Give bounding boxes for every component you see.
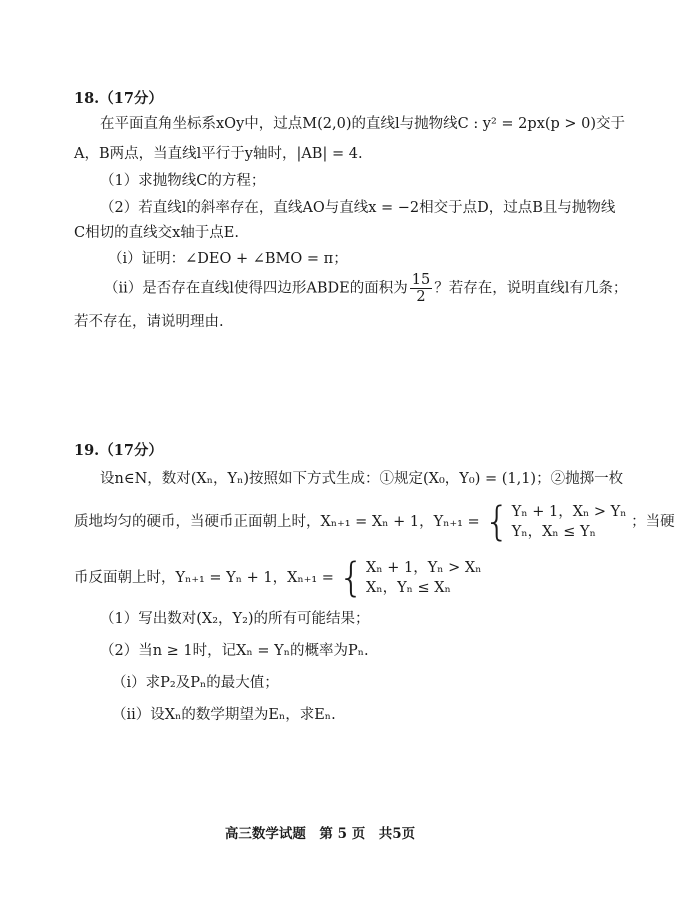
q19-line3-text: 币反面朝上时，Yₙ₊₁ = Yₙ + 1，Xₙ₊₁ = bbox=[74, 570, 334, 586]
heads-case-2: Yₙ，Xₙ ≤ Yₙ bbox=[511, 524, 596, 540]
q18-line2: A，B两点，当直线l平行于y轴时，|AB| = 4. bbox=[74, 146, 363, 162]
q18-part2-ii-text: （ii）是否存在直线l使得四边形ABDE的面积为 bbox=[104, 280, 408, 297]
fraction-denominator: 2 bbox=[416, 289, 426, 305]
area-fraction bbox=[410, 272, 432, 305]
q18-part2-i: （i）证明：∠DEO + ∠BMO = π； bbox=[108, 251, 348, 267]
q19-part2-ii: （ii）设Xₙ的数学期望为Eₙ，求Eₙ. bbox=[112, 707, 336, 723]
heads-cases bbox=[484, 499, 627, 545]
q19-part2-i: （i）求P₂及Pₙ的最大值； bbox=[112, 675, 279, 691]
q19-header: 19.（17分） bbox=[74, 442, 163, 459]
q18-part2-ii-text-end: ？若存在，说明直线l有几条； bbox=[434, 280, 628, 297]
tails-case-1: Xₙ + 1，Yₙ > Xₙ bbox=[366, 560, 482, 576]
fraction-numerator: 15 bbox=[411, 272, 431, 288]
tails-case-2: Xₙ，Yₙ ≤ Xₙ bbox=[366, 580, 451, 596]
q18-header: 18.（17分） bbox=[74, 90, 163, 107]
q18-part1: （1）求抛物线C的方程； bbox=[100, 173, 266, 189]
heads-case-1: Yₙ + 1，Xₙ > Yₙ bbox=[511, 504, 627, 520]
tails-cases bbox=[338, 555, 482, 601]
q18-line1: 在平面直角坐标系xOy中，过点M(2,0)的直线l与抛物线C : y² = 2px(p > 0)交于 bbox=[100, 116, 626, 132]
q19-line2 bbox=[74, 500, 675, 544]
q19-line2-end: ；当硬 bbox=[631, 514, 675, 530]
brace-icon: { bbox=[338, 555, 364, 601]
q19-line2-text: 质地均匀的硬币，当硬币正面朝上时，Xₙ₊₁ = Xₙ + 1，Yₙ₊₁ = bbox=[74, 514, 480, 530]
q18-part2-ii bbox=[104, 272, 627, 305]
q18-part2-cont: C相切的直线交x轴于点E. bbox=[74, 225, 239, 241]
q19-line1: 设n∈N，数对(Xₙ，Yₙ)按照如下方式生成：①规定(X₀，Y₀) = (1,1)；②抛掷一枚 bbox=[100, 471, 624, 487]
q19-line3 bbox=[74, 556, 482, 600]
brace-icon: { bbox=[484, 499, 510, 545]
q18-part2: （2）若直线l的斜率存在，直线AO与直线x = −2相交于点D，过点B且与抛物线 bbox=[100, 200, 616, 216]
page-footer: 高三数学试题 第 5 页 共5页 bbox=[224, 826, 416, 842]
q19-part1: （1）写出数对(X₂，Y₂)的所有可能结果； bbox=[100, 611, 370, 627]
q18-line8: 若不存在，请说明理由. bbox=[74, 314, 224, 330]
q19-part2: （2）当n ≥ 1时，记Xₙ = Yₙ的概率为Pₙ. bbox=[100, 643, 369, 659]
